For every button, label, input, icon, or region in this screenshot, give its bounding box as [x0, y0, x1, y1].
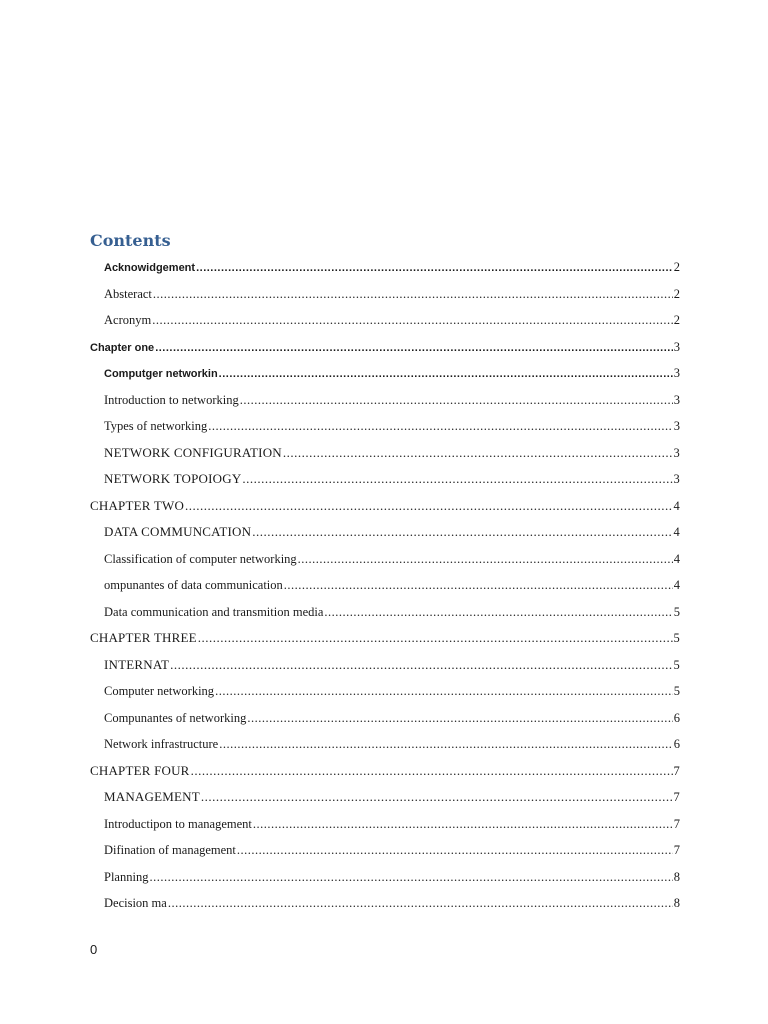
toc-entry[interactable]	[90, 360, 680, 387]
dot-leader	[208, 413, 672, 440]
toc-entry[interactable]	[90, 811, 680, 838]
toc-entry-text: NETWORK CONFIGURATION	[104, 444, 282, 460]
toc-entry[interactable]	[90, 307, 680, 334]
toc-page-number: 2	[673, 286, 680, 301]
dot-leader	[283, 440, 673, 467]
toc-page-number: 4	[673, 525, 680, 539]
toc-page-number: 3	[673, 419, 680, 433]
toc-entry[interactable]	[90, 758, 680, 785]
toc-entry-text: Types of networking	[104, 419, 208, 433]
toc-entry[interactable]	[90, 334, 680, 361]
dot-leader	[155, 335, 673, 361]
toc-page-number: 3	[673, 392, 680, 407]
toc-entry[interactable]	[90, 890, 680, 917]
toc-heading: Contents	[90, 231, 171, 250]
dot-leader	[219, 731, 673, 758]
dot-leader	[185, 493, 673, 520]
toc-entry-text: Decision ma	[104, 896, 167, 910]
dot-leader	[149, 864, 672, 891]
toc-entry-text: Data communication and transmition media	[104, 604, 324, 619]
dot-leader	[201, 784, 673, 811]
toc-entry[interactable]	[90, 254, 680, 281]
toc-page-number: 2	[673, 313, 680, 327]
toc-entry-text: Classification of computer networking	[104, 551, 297, 566]
toc-entry[interactable]	[90, 493, 680, 520]
toc-entry-text: Introductipon to management	[104, 816, 252, 831]
toc-entry-text: Absteract	[104, 286, 152, 301]
toc-entry-text: DATA COMMUNCATION	[104, 524, 252, 539]
dot-leader	[298, 546, 673, 573]
toc-page-number: 5	[673, 604, 680, 619]
toc-entry-text: ompunantes of data communication	[104, 578, 283, 592]
toc-page-number: 5	[673, 657, 680, 672]
toc-page-number: 6	[673, 737, 680, 751]
toc-entry[interactable]	[90, 413, 680, 440]
toc-entry-text: CHAPTER TWO	[90, 497, 185, 513]
toc-entry-text: Chapter one	[90, 341, 155, 354]
toc-entry-text: Planning	[104, 869, 149, 884]
dot-leader	[242, 466, 672, 493]
toc-entry[interactable]	[90, 678, 680, 705]
toc-entry[interactable]	[90, 784, 680, 811]
toc-page-number: 8	[673, 896, 680, 910]
dot-leader	[252, 519, 672, 546]
toc-page-number: 4	[673, 578, 680, 592]
dot-leader	[168, 890, 673, 917]
toc-entry[interactable]	[90, 731, 680, 758]
toc-entry-text: MANAGEMENT	[104, 789, 200, 804]
toc-page-number: 2	[673, 260, 680, 274]
toc-entry-text: Acronym	[104, 313, 152, 327]
dot-leader	[153, 281, 673, 308]
toc-entry-text: INTERNAT	[104, 656, 170, 672]
dot-leader	[237, 837, 673, 864]
toc-entry[interactable]	[90, 572, 680, 599]
toc-entry-text: Compunantes of networking	[104, 710, 247, 725]
toc-entry[interactable]	[90, 864, 680, 891]
dot-leader	[324, 599, 672, 626]
dot-leader	[170, 652, 672, 679]
toc-entry[interactable]	[90, 705, 680, 732]
dot-leader	[196, 255, 673, 281]
toc-entry-text: Acknowidgement	[104, 262, 196, 274]
dot-leader	[253, 811, 673, 838]
toc-entry[interactable]	[90, 652, 680, 679]
toc-entry-text: CHAPTER FOUR	[90, 762, 190, 778]
toc-entry-text: Computger networkin	[104, 368, 218, 380]
toc-entry-text: Difination of management	[104, 843, 236, 857]
toc-page-number: 7	[673, 843, 680, 857]
dot-leader	[215, 678, 673, 705]
dot-leader	[191, 758, 673, 785]
toc-page-number: 5	[673, 631, 680, 645]
dot-leader	[152, 307, 673, 334]
dot-leader	[219, 361, 673, 387]
dot-leader	[198, 625, 673, 652]
toc-entry[interactable]	[90, 625, 680, 652]
toc-entry[interactable]	[90, 466, 680, 493]
toc-entry-text: Computer networking	[104, 684, 215, 698]
toc-page-number: 6	[673, 710, 680, 725]
toc-page-number: 4	[673, 498, 680, 513]
page-number: 0	[90, 942, 98, 957]
toc-page-number: 7	[673, 816, 680, 831]
toc-entry[interactable]	[90, 546, 680, 573]
toc-page-number: 7	[673, 763, 680, 778]
dot-leader	[247, 705, 672, 732]
toc-entry[interactable]	[90, 519, 680, 546]
table-of-contents	[90, 228, 680, 917]
toc-page-number: 3	[673, 472, 680, 486]
toc-entry[interactable]	[90, 440, 680, 467]
toc-entry-text: Introduction to networking	[104, 392, 239, 407]
toc-entry[interactable]	[90, 387, 680, 414]
toc-entry-text: NETWORK TOPOIOGY	[104, 471, 242, 486]
toc-page-number: 7	[673, 790, 680, 804]
dot-leader	[240, 387, 673, 414]
toc-page-number: 4	[673, 551, 680, 566]
toc-entry-text: Network infrastructure	[104, 737, 219, 751]
toc-page-number: 3	[673, 445, 680, 460]
toc-entry[interactable]	[90, 599, 680, 626]
toc-entry[interactable]	[90, 281, 680, 308]
toc-page-number: 8	[673, 869, 680, 884]
toc-page-number: 3	[673, 366, 680, 380]
toc-entry-text: CHAPTER THREE	[90, 630, 197, 645]
toc-page-number: 5	[673, 684, 680, 698]
toc-entry[interactable]	[90, 837, 680, 864]
dot-leader	[284, 572, 673, 599]
toc-page-number: 3	[673, 339, 680, 354]
